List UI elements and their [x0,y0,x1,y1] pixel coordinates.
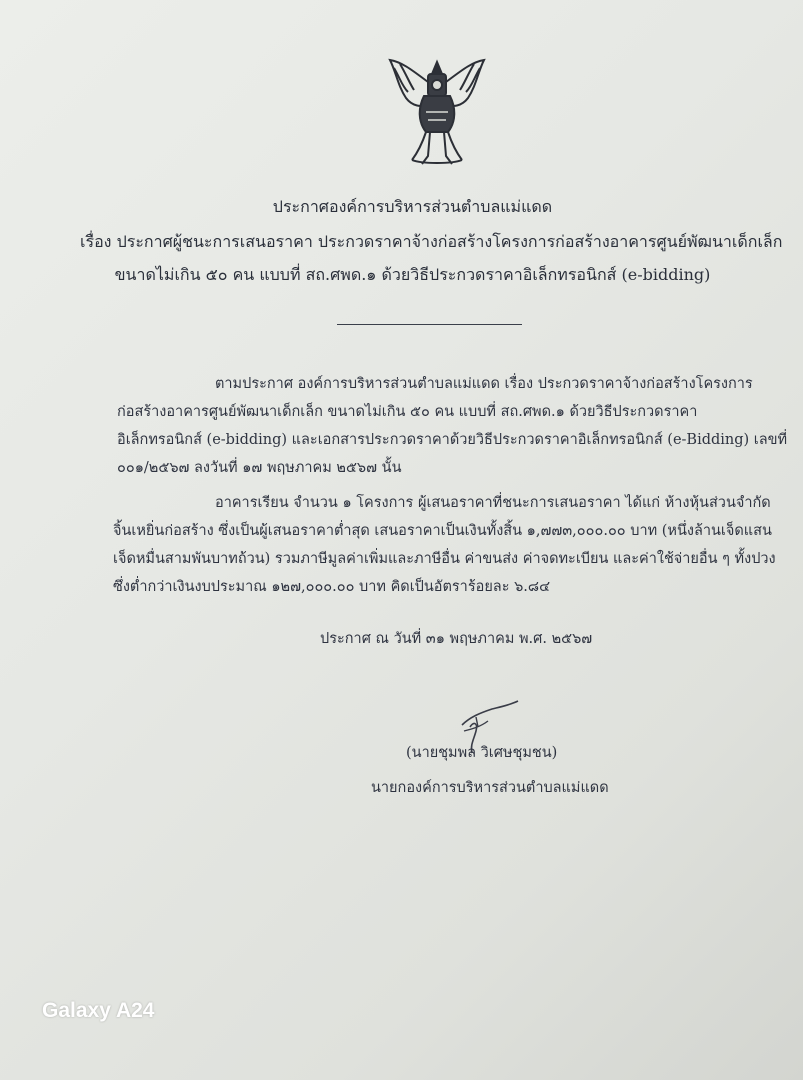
document-header: ประกาศองค์การบริหารส่วนตำบลแม่แดด [272,197,553,216]
camera-watermark: Galaxy A24 [42,999,155,1022]
document-subject-line-1: เรื่อง ประกาศผู้ชนะการเสนอราคา ประกวดราคาจ้างก่อสร้างโครงการก่อสร้างอาคารศูนย์พัฒนาเด็กเล็ก [80,232,783,251]
paragraph-1-line-2: ก่อสร้างอาคารศูนย์พัฒนาเด็กเล็ก ขนาดไม่เกิน ๕๐ คน แบบที่ สถ.ศพด.๑ ด้วยวิธีประกวดราคา [117,404,698,420]
paragraph-1-line-4: ๐๐๑/๒๕๖๗ ลงวันที่ ๑๗ พฤษภาคม ๒๕๖๗ นั้น [117,460,402,476]
paragraph-2-line-3: เจ็ดหมื่นสามพันบาทถ้วน) รวมภาษีมูลค่าเพิ่มและภาษีอื่น ค่าขนส่ง ค่าจดทะเบียน และค่าใช้จ่ายอื่น ๆ ทั้งปวง [113,551,776,567]
signer-title: นายกองค์การบริหารส่วนตำบลแม่แดด [371,780,609,796]
announcement-date: ประกาศ ณ วันที่ ๓๑ พฤษภาคม พ.ศ. ๒๕๖๗ [320,631,593,647]
paragraph-2-line-4: ซึ่งต่ำกว่าเงินงบประมาณ ๑๒๗,๐๐๐.๐๐ บาท คิดเป็นอัตราร้อยละ ๖.๘๔ [113,579,551,595]
paragraph-2-line-1: อาคารเรียน จำนวน ๑ โครงการ ผู้เสนอราคาที่ชนะการเสนอราคา ได้แก่ ห้างหุ้นส่วนจำกัด [215,495,771,511]
divider [337,324,522,325]
garuda-emblem-icon [382,52,492,170]
paragraph-1-line-1: ตามประกาศ องค์การบริหารส่วนตำบลแม่แดด เรื่อง ประกวดราคาจ้างก่อสร้างโครงการ [215,376,753,392]
signer-name: (นายชุมพล วิเศษชุมชน) [406,745,558,761]
paragraph-1-line-3: อิเล็กทรอนิกส์ (e-bidding) และเอกสารประกวดราคาด้วยวิธีประกวดราคาอิเล็กทรอนิกส์ (e-Bidding) เลขที่ [117,432,788,448]
paragraph-2-line-2: จิ้นเหยิ่นก่อสร้าง ซึ่งเป็นผู้เสนอราคาต่ำสุด เสนอราคาเป็นเงินทั้งสิ้น ๑,๗๗๓,๐๐๐.๐๐ บาท (หนึ่งล้านเจ็ดแสน [113,523,772,539]
document-subject-line-2: ขนาดไม่เกิน ๕๐ คน แบบที่ สถ.ศพด.๑ ด้วยวิธีประกวดราคาอิเล็กทรอนิกส์ (e-bidding) [114,265,711,284]
